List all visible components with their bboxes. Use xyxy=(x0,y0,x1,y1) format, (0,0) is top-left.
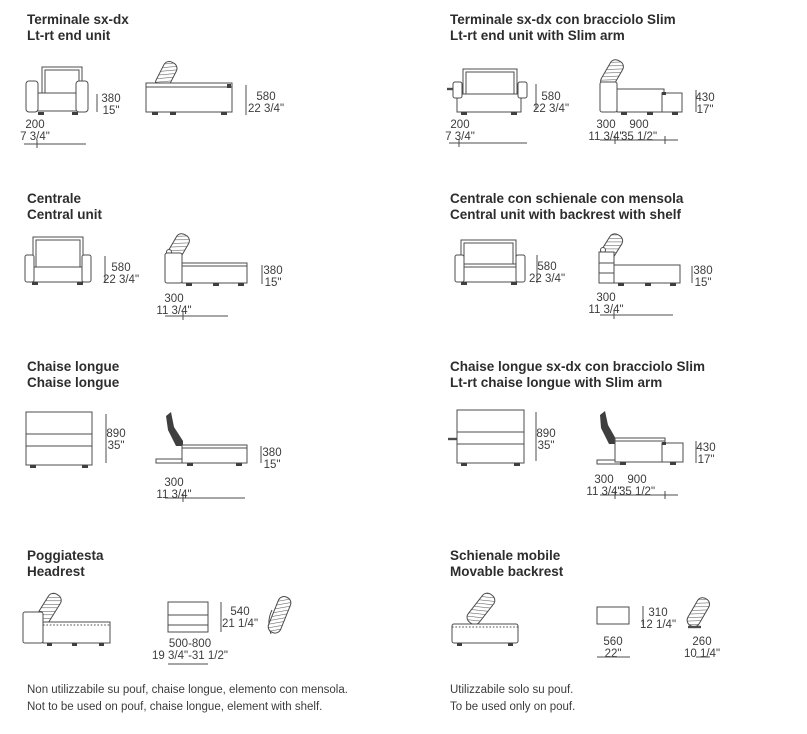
dim-in: 11 3/4" xyxy=(588,304,624,316)
dim-mm: 580 xyxy=(537,261,557,273)
dim-in: 11 3/4" xyxy=(156,305,192,317)
section-title-en: Lt-rt end unit with Slim arm xyxy=(450,28,625,43)
dim-in: 22" xyxy=(604,648,622,660)
dim-mm: 300 xyxy=(164,293,184,305)
dim-in: 11 3/4" xyxy=(156,489,192,501)
dim-mm: 300 xyxy=(164,477,184,489)
dim-side-width xyxy=(156,477,191,501)
section-title xyxy=(27,548,104,580)
dim-front-height xyxy=(101,93,120,117)
section-title-en: Chaise longue xyxy=(27,375,120,390)
dim-mm: 540 xyxy=(230,606,250,618)
dim-in: 15" xyxy=(263,459,281,471)
dim-in: 35" xyxy=(537,440,555,452)
dim-mm: 380 xyxy=(693,265,713,277)
dim-front-height xyxy=(536,428,555,452)
dim-mm: 200 xyxy=(450,119,470,131)
central-unit-front-view xyxy=(25,237,105,285)
section-title xyxy=(450,191,683,223)
dim-side-height xyxy=(248,91,284,115)
dim-mm: 430 xyxy=(696,442,716,454)
section-title-en: Lt-rt end unit xyxy=(27,28,111,43)
dim-mm: 430 xyxy=(695,92,715,104)
section-title-it: Terminale sx-dx con bracciolo Slim xyxy=(450,12,676,27)
dim-mm: 580 xyxy=(111,262,131,274)
section-central-unit xyxy=(0,180,404,358)
note-headrest-en: Not to be used on pouf, chaise longue, element with shelf. xyxy=(27,701,323,713)
dim-in: 11 3/4" xyxy=(588,131,624,143)
dim-mm: 380 xyxy=(101,93,121,105)
dim-panel-height xyxy=(640,607,676,631)
dim-in: 7 3/4" xyxy=(20,131,50,143)
headrest-on-chaise-view xyxy=(23,591,110,646)
section-title-en: Movable backrest xyxy=(450,564,564,579)
dim-in: 35 1/2" xyxy=(620,131,658,143)
dim-in: 11 3/4" xyxy=(586,486,622,498)
dim-mm: 900 xyxy=(629,119,649,131)
section-central-unit-shelf xyxy=(404,180,807,358)
dim-in: 19 3/4"-31 1/2" xyxy=(152,650,228,662)
dim-front-width xyxy=(445,119,475,143)
section-title-it: Chaise longue xyxy=(27,359,120,374)
section-headrest xyxy=(0,538,404,678)
dim-in: 15" xyxy=(102,105,120,117)
dim-mm: 560 xyxy=(603,636,623,648)
dim-in: 10 1/4" xyxy=(683,648,721,660)
dim-front-height xyxy=(529,261,565,285)
dim-in: 22 3/4" xyxy=(528,273,566,285)
section-title xyxy=(450,359,705,391)
dim-in: 17" xyxy=(697,454,715,466)
dim-side-width xyxy=(684,636,720,660)
dim-side-height xyxy=(262,447,281,471)
section-title-en: Lt-rt chaise longue with Slim arm xyxy=(450,375,663,390)
section-title xyxy=(450,12,676,44)
dim-in: 35 1/2" xyxy=(618,486,656,498)
dim-mm: 300 xyxy=(596,292,616,304)
section-end-unit xyxy=(0,0,404,180)
dim-side-width-1 xyxy=(586,474,621,498)
section-chaise-longue-slim-arm xyxy=(404,358,807,538)
dim-panel-width xyxy=(152,638,228,662)
dim-mm: 260 xyxy=(692,636,712,648)
section-title-en: Central unit with backrest with shelf xyxy=(450,207,682,222)
note-backrest-en: To be used only on pouf. xyxy=(450,701,576,713)
chaise-longue-front-view xyxy=(26,412,106,468)
dim-in: 22 3/4" xyxy=(102,274,140,286)
dim-side-height xyxy=(693,265,712,289)
section-title-it: Poggiatesta xyxy=(27,548,104,563)
section-title-en: Central unit xyxy=(27,207,103,222)
dim-side-width-2 xyxy=(619,474,655,498)
dim-mm: 380 xyxy=(262,447,282,459)
dim-front-height xyxy=(533,91,569,115)
section-title-it: Centrale con schienale con mensola xyxy=(450,191,684,206)
dim-mm: 300 xyxy=(594,474,614,486)
dim-in: 7 3/4" xyxy=(445,131,475,143)
section-end-unit-slim-arm xyxy=(404,0,807,180)
end-unit-side-view xyxy=(146,59,246,115)
backrest-on-pouf-view xyxy=(452,591,518,646)
dim-front-height xyxy=(106,428,125,452)
dim-in: 35" xyxy=(107,440,125,452)
dim-in: 22 3/4" xyxy=(247,103,285,115)
dim-in: 12 1/4" xyxy=(639,619,677,631)
dim-in: 22 3/4" xyxy=(532,103,570,115)
dim-mm: 200 xyxy=(25,119,45,131)
note-headrest-it: Non utilizzabile su pouf, chaise longue, elemento con mensola. xyxy=(27,684,348,696)
dim-mm: 500-800 xyxy=(168,638,212,650)
headrest-side-view xyxy=(266,595,292,635)
dim-side-width-2 xyxy=(621,119,657,143)
section-title-it: Terminale sx-dx xyxy=(27,12,129,27)
dim-mm: 890 xyxy=(106,428,126,440)
section-title xyxy=(27,191,102,223)
dim-side-height xyxy=(695,92,714,116)
note-backrest-it: Utilizzabile solo su pouf. xyxy=(450,684,574,696)
dim-side-width-1 xyxy=(588,119,623,143)
dim-mm: 380 xyxy=(263,265,283,277)
dim-in: 15" xyxy=(694,277,712,289)
dim-mm: 580 xyxy=(541,91,561,103)
dim-mm: 900 xyxy=(627,474,647,486)
section-title-it: Chaise longue sx-dx con bracciolo Slim xyxy=(450,359,706,374)
dim-panel-height xyxy=(222,606,258,630)
dim-in: 15" xyxy=(264,277,282,289)
dim-side-height xyxy=(696,442,715,466)
section-chaise-longue xyxy=(0,358,404,538)
dim-mm: 580 xyxy=(256,91,276,103)
dim-side-width xyxy=(156,293,191,317)
section-title-it: Schienale mobile xyxy=(450,548,561,563)
dim-mm: 310 xyxy=(648,607,668,619)
dim-in: 17" xyxy=(696,104,714,116)
central-unit-shelf-front-view xyxy=(455,240,537,285)
dim-side-height xyxy=(263,265,282,289)
section-title xyxy=(27,359,119,391)
dim-panel-width xyxy=(603,636,622,660)
section-title xyxy=(27,12,129,44)
dim-front-height xyxy=(103,262,139,286)
section-movable-backrest xyxy=(404,538,807,678)
chaise-longue-slim-front-view xyxy=(448,410,536,466)
dim-mm: 300 xyxy=(596,119,616,131)
dim-front-width xyxy=(20,119,50,143)
dim-in: 21 1/4" xyxy=(221,618,259,630)
section-title xyxy=(450,548,563,580)
dim-mm: 890 xyxy=(536,428,556,440)
section-title-it: Centrale xyxy=(27,191,82,206)
dim-side-width xyxy=(588,292,623,316)
section-title-en: Headrest xyxy=(27,564,85,579)
